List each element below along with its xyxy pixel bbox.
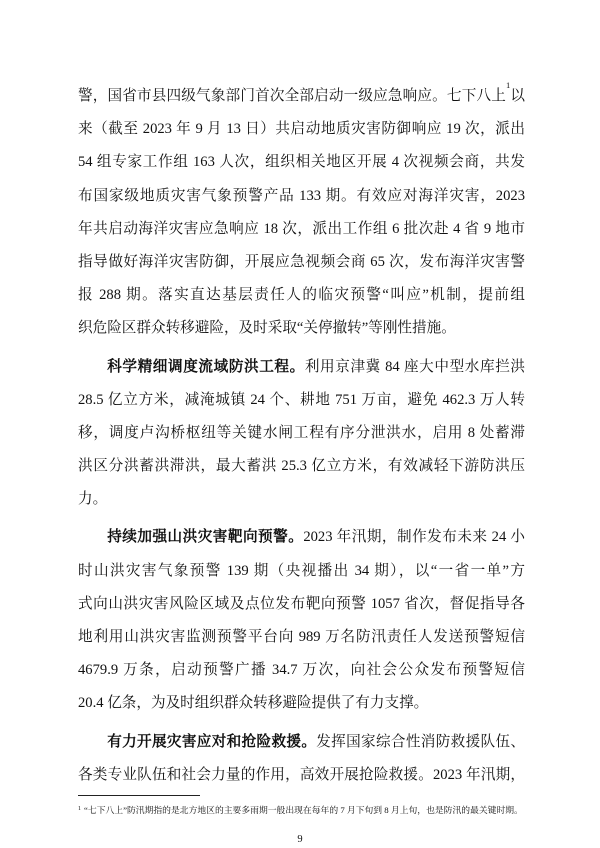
text-line — [78, 80, 525, 113]
body-paragraph — [78, 351, 525, 517]
footnote-marker: 1 — [78, 806, 81, 812]
body-paragraph — [78, 521, 525, 720]
text-line: 54 组专家工作组 163 人次，组织相关地区开展 4 次视频会商，共发 — [78, 154, 525, 171]
line-text: 以 — [510, 88, 525, 104]
footnote-text: “七下八上”防汛期指的是北方地区的主要多雨期一般出现在每年的 7 月下旬到 8 月上旬，也是防汛的最关键时期。 — [84, 805, 523, 815]
line-text: 发挥国家综合性消防救援队伍、 — [316, 733, 525, 750]
text-line: 20.4 亿条，为及时组织群众转移避险提供了有力支撑。 — [78, 695, 429, 712]
text-line: 时山洪灾害气象预警 139 期（央视播出 34 期），以“一省一单”方 — [78, 562, 525, 579]
text-line: 4679.9 万条，启动预警广播 34.7 万次，向社会公众发布预警短信 — [78, 662, 525, 679]
footnote — [78, 803, 525, 819]
line-text: 2023 年汛期，制作发布未来 24 小 — [303, 529, 525, 546]
line-text: 警，国省市县四级气象部门首次全部启动一级应急响应。七下八上 — [78, 88, 506, 104]
line-text: 利用京津冀 84 座大中型水库拦洪 — [304, 358, 525, 375]
footnote-rule — [78, 795, 200, 796]
text-line: 各类专业队伍和社会力量的作用，高效开展抢险救援。2023 年汛期， — [78, 766, 525, 783]
text-line: 来（截至 2023 年 9 月 13 日）共启动地质灾害防御响应 19 次，派出 — [78, 121, 525, 138]
text-line: 布国家级地质灾害气象预警产品 133 期。有效应对海洋灾害，2023 — [78, 187, 525, 204]
text-line: 28.5 亿立方米，减淹城镇 24 个、耕地 751 万亩，避免 462.3 万人转 — [78, 391, 525, 408]
text-line: 力。 — [78, 491, 108, 508]
text-line — [78, 521, 525, 554]
text-line — [78, 726, 525, 759]
body-paragraph — [78, 80, 525, 346]
body-paragraph — [78, 726, 525, 792]
text-line: 织危险区群众转移避险，及时采取“关停撤转”等刚性措施。 — [78, 320, 456, 337]
page-number: 9 — [297, 834, 303, 845]
text-line: 式向山洪灾害风险区域及点位发布靶向预警 1057 省次，督促指导各 — [78, 595, 525, 612]
text-line — [78, 351, 525, 384]
text-line: 洪区分洪蓄洪滞洪，最大蓄洪 25.3 亿立方米，有效减轻下游防洪压 — [78, 458, 525, 475]
body-text — [78, 80, 525, 792]
text-line: 移，调度卢沟桥枢纽等关键水闸工程有序分泄洪水，启用 8 处蓄滞 — [78, 424, 525, 441]
footnote-reference[interactable]: 1 — [505, 80, 511, 91]
text-line: 地利用山洪灾害监测预警平台向 989 万名防汛责任人发送预警短信 — [78, 629, 525, 645]
text-line: 年共启动海洋灾害应急响应 18 次，派出工作组 6 批次赴 4 省 9 地市 — [78, 220, 525, 237]
paragraph-heading: 持续加强山洪灾害靶向预警。 — [107, 529, 304, 546]
paragraph-heading: 科学精细调度流域防洪工程。 — [107, 358, 305, 375]
paragraph-heading: 有力开展灾害应对和抢险救援。 — [107, 733, 317, 750]
text-line: 报 288 期。落实直达基层责任人的临灾预警“叫应”机制，提前组 — [78, 287, 525, 304]
text-line: 指导做好海洋灾害防御，开展应急视频会商 65 次，发布海洋灾害警 — [78, 253, 525, 270]
